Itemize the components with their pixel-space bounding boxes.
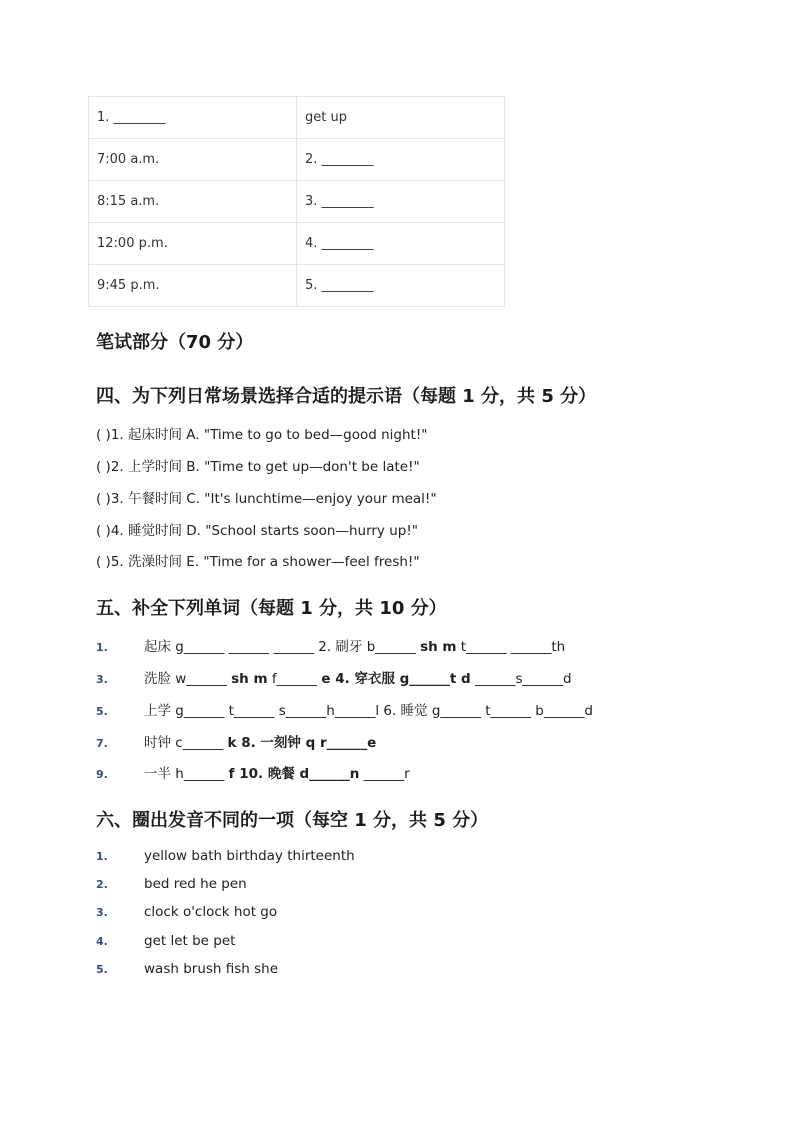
table-cell: 8:15 a.m.: [89, 181, 297, 223]
list-item: ( )4. 睡觉时间 D. "School starts soon—hurry up!": [96, 523, 418, 539]
list-item: ( )3. 午餐时间 C. "It's lunchtime—enjoy your meal!": [96, 491, 437, 507]
item-text: wash brush fish she: [144, 961, 279, 977]
table-cell: 5. ________: [297, 265, 505, 307]
item-number: 1.: [96, 641, 108, 654]
item-text: 一半 h______ f 10. 晚餐 d______n ______r: [144, 766, 410, 782]
section6-heading: 六、圈出发音不同的一项（每空 1 分，共 5 分）: [96, 810, 489, 831]
item-text: bed red he pen: [144, 876, 247, 892]
table-cell: get up: [297, 97, 505, 139]
table-cell: 9:45 p.m.: [89, 265, 297, 307]
written-part-heading: 笔试部分（70 分）: [96, 332, 254, 353]
list-item: ( )2. 上学时间 B. "Time to get up—don't be late!": [96, 459, 420, 475]
list-item: [96, 961, 278, 977]
table-row: [89, 139, 505, 181]
section5-heading: 五、补全下列单词（每题 1 分，共 10 分）: [96, 598, 447, 619]
list-item: [96, 762, 410, 782]
table-cell: 4. ________: [297, 223, 505, 265]
list-item: [96, 933, 235, 949]
list-item: [96, 635, 565, 655]
item-text: get let be pet: [144, 933, 236, 949]
item-number: 2.: [96, 878, 108, 891]
table-row: [89, 223, 505, 265]
table-cell: 1. ________: [89, 97, 297, 139]
item-number: 9.: [96, 768, 108, 781]
item-number: 5.: [96, 963, 108, 976]
list-item: [96, 904, 277, 920]
list-item: [96, 876, 247, 892]
table-cell: 3. ________: [297, 181, 505, 223]
list-item: [96, 731, 376, 751]
section4-heading: 四、为下列日常场景选择合适的提示语（每题 1 分，共 5 分）: [96, 386, 597, 407]
list-item: [96, 667, 572, 687]
item-number: 3.: [96, 906, 108, 919]
table-row: [89, 181, 505, 223]
table-cell: 2. ________: [297, 139, 505, 181]
item-text: 洗脸 w______ sh m f______ e 4. 穿衣服 g______t d ______s______d: [144, 671, 572, 687]
list-item: [96, 699, 593, 719]
item-text: 起床 g______ ______ ______ 2. 刷牙 b______ sh m t______ ______th: [144, 639, 566, 655]
table-row: [89, 265, 505, 307]
item-number: 7.: [96, 737, 108, 750]
table-cell: 12:00 p.m.: [89, 223, 297, 265]
item-text: 上学 g______ t______ s______h______l 6. 睡觉 g______ t______ b______d: [144, 703, 593, 719]
list-item: ( )5. 洗澡时间 E. "Time for a shower—feel fresh!": [96, 554, 420, 570]
item-number: 1.: [96, 850, 108, 863]
table-row: [89, 97, 505, 139]
list-item: [96, 848, 355, 864]
item-text: 时钟 c______ k 8. 一刻钟 q r______e: [144, 735, 377, 751]
item-number: 3.: [96, 673, 108, 686]
list-item: ( )1. 起床时间 A. "Time to go to bed—good night!": [96, 427, 428, 443]
table-cell: 7:00 a.m.: [89, 139, 297, 181]
schedule-table: [88, 96, 505, 307]
item-text: clock o'clock hot go: [144, 904, 278, 920]
item-number: 5.: [96, 705, 108, 718]
item-text: yellow bath birthday thirteenth: [144, 848, 355, 864]
item-number: 4.: [96, 935, 108, 948]
